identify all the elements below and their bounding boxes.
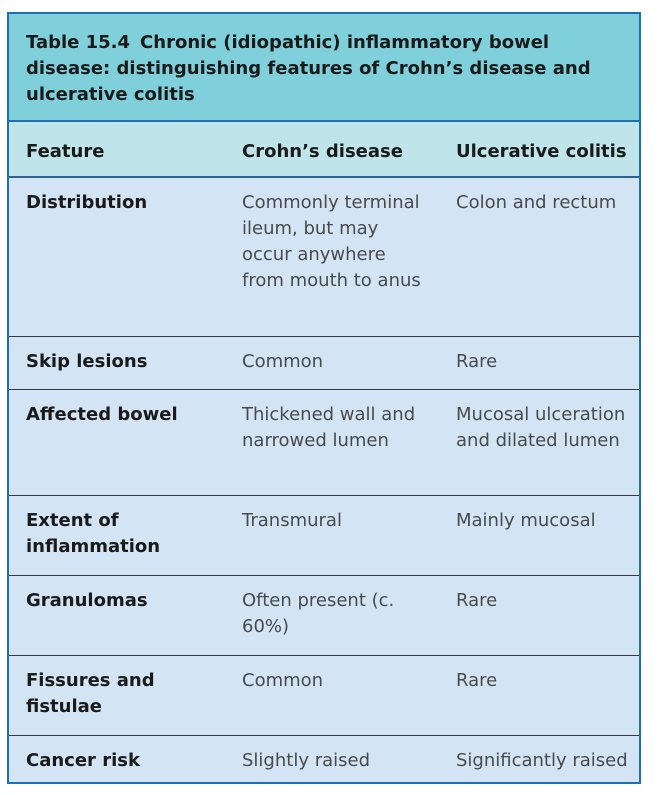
- table-row-fissures: [9, 656, 639, 736]
- table-row-cancer-risk: [9, 736, 639, 784]
- table-container: [7, 12, 641, 784]
- row-uc: Significantly raised: [456, 750, 628, 771]
- row-feature: Extent of inflammation: [26, 510, 161, 557]
- row-uc: Mainly mucosal: [456, 510, 596, 531]
- row-feature: Skip lesions: [26, 351, 148, 372]
- row-uc: Rare: [456, 351, 498, 372]
- header-crohns: Crohn’s disease: [242, 141, 403, 162]
- table-label: Table 15.4: [26, 32, 131, 53]
- row-uc: Mucosal ulceration and dilated lumen: [456, 404, 626, 451]
- row-crohns: Thickened wall and narrowed lumen: [242, 404, 416, 451]
- row-uc: Rare: [456, 670, 498, 691]
- row-crohns: Common: [242, 670, 324, 691]
- row-feature: Distribution: [26, 192, 148, 213]
- table-title-text: Chronic (idiopathic) inflammatory bowel disease: distinguishing features of Crohn’s disease and ulcerative colitis: [26, 32, 591, 105]
- row-crohns: Often present (c. 60%): [242, 590, 395, 637]
- table-row-skip-lesions: [9, 337, 639, 390]
- header-uc: Ulcerative colitis: [456, 141, 627, 162]
- row-feature: Fissures and fistulae: [26, 670, 155, 717]
- table-title: [9, 14, 639, 122]
- row-feature: Cancer risk: [26, 750, 140, 771]
- row-crohns: Slightly raised: [242, 750, 371, 771]
- row-uc: Colon and rectum: [456, 192, 617, 213]
- table-header-row: [9, 122, 639, 178]
- table-row-extent: [9, 496, 639, 576]
- row-crohns: Common: [242, 351, 324, 372]
- row-feature: Affected bowel: [26, 404, 178, 425]
- row-crohns: Transmural: [242, 510, 342, 531]
- table-row-distribution: [9, 178, 639, 337]
- header-feature: Feature: [26, 141, 105, 162]
- row-feature: Granulomas: [26, 590, 148, 611]
- row-crohns: Commonly terminal ileum, but may occur anywhere from mouth to anus: [242, 192, 421, 291]
- table-row-affected-bowel: [9, 390, 639, 496]
- row-uc: Rare: [456, 590, 498, 611]
- table-row-granulomas: [9, 576, 639, 656]
